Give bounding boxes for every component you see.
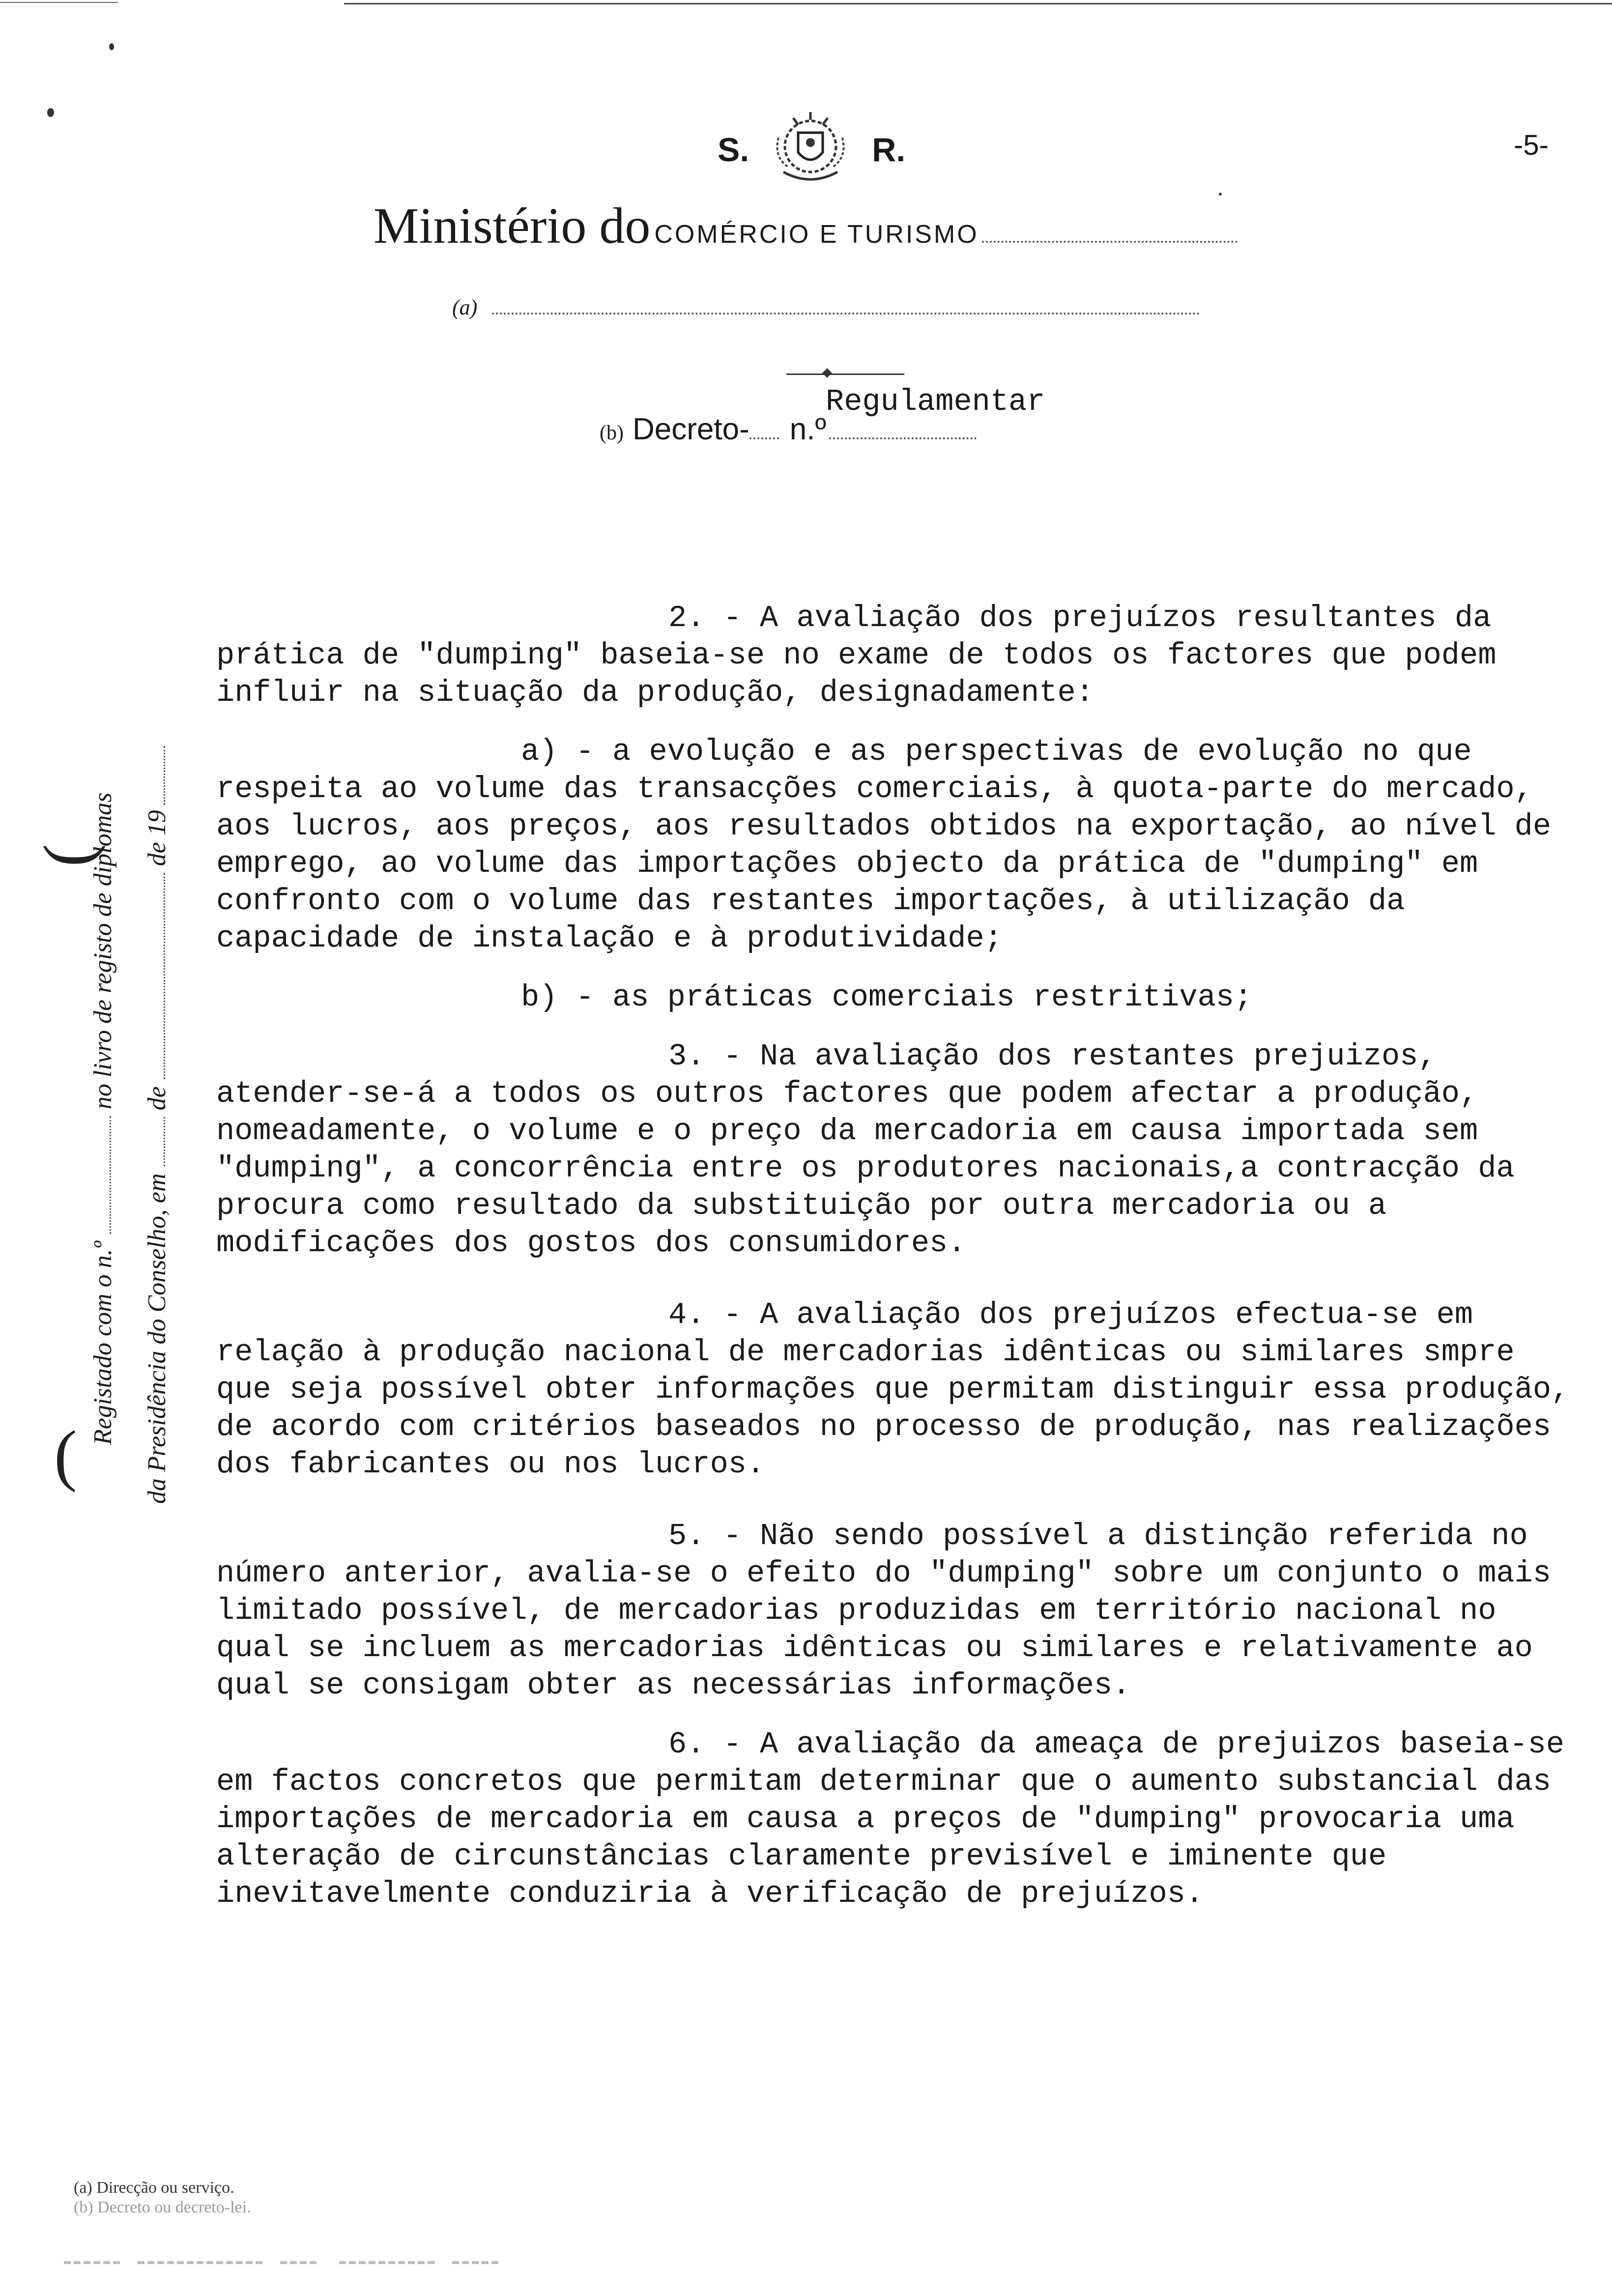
top-border-line xyxy=(344,3,1612,4)
decree-fill-line xyxy=(749,437,779,439)
margin-fill-day xyxy=(164,1117,165,1166)
page-number: -5- xyxy=(1514,129,1549,161)
margin-fill-year xyxy=(164,746,165,805)
margin-fill-month xyxy=(164,873,165,1079)
decree-label: Decreto xyxy=(632,412,740,446)
top-border-line-left xyxy=(0,2,118,3)
service-line xyxy=(452,295,1200,320)
margin-bracket-icon: ( xyxy=(54,1417,77,1493)
paragraph-3: 3. - Na avaliação dos restantes prejuizos, atender-se-á a todos os outros factores que podem afectar a produção, nomeadamente, o volume e o preço da mercadoria em causa importada sem "dumping", a concorrência entre os produtores nacionais,a contracção da procura como resultado da substituição por outra mercadoria ou a modificações dos gostos dos consumidores. xyxy=(216,1039,1533,1261)
ministry-name: COMÉRCIO E TURISMO xyxy=(654,220,979,249)
decree-number-fill-line xyxy=(829,437,977,439)
scan-speck xyxy=(47,108,54,117)
decree-dash: - xyxy=(739,412,749,446)
registration-margin-line-1 xyxy=(88,793,117,1445)
paragraph-4: 4. - A avaliação dos prejuízos efectua-se em relação à produção nacional de mercadorias idênticas ou similares smpre que seja possível obter informações que permitam distinguir essa produção, de acordo com critérios baseados no processo de produção, nas realizações dos fabricantes ou nos lucros. xyxy=(216,1297,1588,1482)
margin-line2-mid: de xyxy=(143,1086,171,1111)
document-body xyxy=(216,600,1588,1913)
paragraph-2b: b) - as práticas comerciais restritivas; xyxy=(521,980,1253,1015)
paragraph-2: 2. - A avaliação dos prejuízos resultantes da prática de "dumping" baseia-se no exame de todos os factores que podem influir na situação da produção, designadamente: xyxy=(216,601,1515,710)
margin-line2-end: de 19 xyxy=(143,810,171,866)
decree-marker: (b) xyxy=(600,422,624,444)
margin-line1-start: Registado com o n.º xyxy=(89,1241,117,1445)
margin-line2-start: da Presidência do Conselho, em xyxy=(143,1173,171,1504)
divider-ornament-icon xyxy=(822,368,832,378)
registration-margin-line-2 xyxy=(143,746,172,1504)
margin-fill-number xyxy=(110,1116,111,1234)
ministry-lead: Ministério do xyxy=(374,198,651,254)
scan-speck xyxy=(1219,193,1222,196)
sr-right-letter: R. xyxy=(872,131,906,169)
ministry-heading xyxy=(374,197,1238,255)
footnote-b: (b) Decreto ou decreto-lei. xyxy=(74,2198,251,2216)
decree-type: Regulamentar xyxy=(826,384,1045,419)
illegible-print-mark-icon xyxy=(64,2257,506,2268)
scan-speck xyxy=(109,43,114,50)
paragraph-2a: a) - a evolução e as perspectivas de evolução no que respeita ao volume das transacções comerciais, à quota-parte do mercado, aos lucros, aos preços, aos resultados obtidos na exportação, ao nível de emprego, ao volume das importações objecto da prática de "dumping" em confronto com o volume das restantes importações, à utilização da capacidade de instalação e à produtividade; xyxy=(216,734,1570,956)
republic-seal-header xyxy=(718,108,905,192)
decree-line xyxy=(600,412,977,447)
decree-number-label: n.º xyxy=(789,412,827,446)
coat-of-arms-icon xyxy=(764,108,857,192)
margin-bracket-top-icon: ( xyxy=(29,844,106,867)
ministry-fill-line xyxy=(982,241,1238,243)
margin-line1-end: no livro de registo de diplomas xyxy=(89,792,117,1110)
paragraph-6: 6. - A avaliação da ameaça de prejuizos baseia-se em factos concretos que permitam determinar que o aumento substancial das importações de mercadoria em causa a preços de "dumping" provocaria uma alteração de circunstâncias claramente previsível e iminente que inevitavelmente conduziria à verificação de prejuízos. xyxy=(216,1727,1583,1911)
footnote-a: (a) Direcção ou serviço. xyxy=(74,2179,234,2197)
print-mark xyxy=(64,2256,506,2272)
header-divider xyxy=(786,373,904,375)
paragraph-5: 5. - Não sendo possível a distinção referida no número anterior, avalia-se o efeito do "dumping" sobre um conjunto o mais limitado possível, de mercadorias produzidas em território nacional no qual se incluem as mercadorias idênticas ou similares e relativamente ao qual se consigam obter as necessárias informações. xyxy=(216,1519,1570,1703)
service-fill-line xyxy=(492,313,1200,315)
footnotes xyxy=(74,2178,251,2217)
sr-left-letter: S. xyxy=(718,131,749,169)
service-marker: (a) xyxy=(452,295,478,319)
